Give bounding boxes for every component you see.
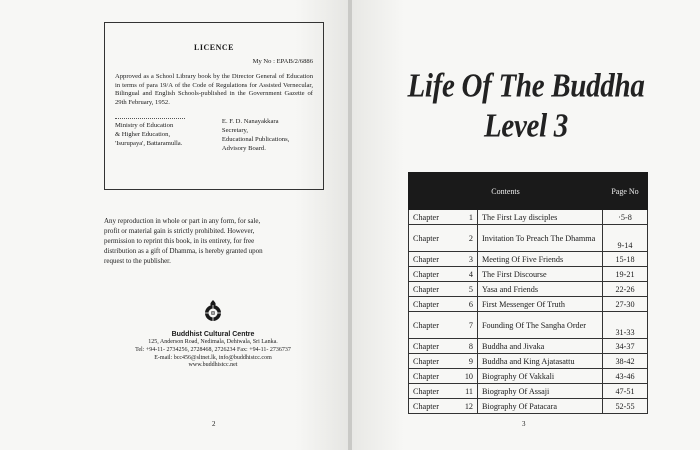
- chapter-pages: 47-51: [603, 384, 648, 399]
- chapter-title: Invitation To Preach The Dhamma: [478, 225, 603, 252]
- chapter-title: Buddha and King Ajatasattu: [478, 354, 603, 369]
- chapter-number: 1: [455, 210, 478, 225]
- publisher-phone: Tel: +94-11- 2734256, 2728468, 2726234 Fax: +94-11- 2736737: [135, 346, 291, 353]
- chapter-pages: 52-55: [603, 399, 648, 414]
- secretary-line: E. F. D. Nanayakkara: [221, 118, 279, 126]
- page-number-left: 2: [212, 420, 216, 428]
- secretary-line: Educational Publications,: [221, 136, 290, 144]
- ministry-line: 'Isurupaya', Battaramulla.: [115, 140, 183, 148]
- licence-number: My No : EPAB/2/6886: [252, 57, 313, 65]
- chapter-title: Meeting Of Five Friends: [478, 252, 603, 267]
- ministry-signature: [115, 118, 206, 154]
- chapter-pages: 22-26: [603, 282, 648, 297]
- signature-row: [115, 118, 313, 154]
- table-row: [409, 399, 648, 414]
- chapter-label: Chapter: [409, 339, 456, 354]
- chapter-label: Chapter: [409, 210, 456, 225]
- chapter-title: Biography Of Patacara: [478, 399, 603, 414]
- chapter-pages: 15-18: [603, 252, 648, 267]
- secretary-signature: [222, 118, 313, 154]
- chapter-number: 5: [455, 282, 478, 297]
- chapter-label: Chapter: [409, 354, 456, 369]
- ministry-line: Ministry of Education: [115, 122, 174, 130]
- chapter-label: Chapter: [409, 297, 456, 312]
- chapter-number: 8: [455, 339, 478, 354]
- book-title-line2: Level 3: [483, 107, 569, 145]
- chapter-label: Chapter: [409, 312, 456, 339]
- reproduction-notice: Any reproduction in whole or part in any form, for sale, profit or material gain is strictly prohibited. However, permission to reprint this book, in its entirety, for free distribution as a gift of Dhamma, is hereby granted upon request to the publisher.: [104, 217, 263, 265]
- chapter-number: 7: [455, 312, 478, 339]
- secretary-line: Secretary,: [221, 127, 249, 135]
- contents-header-row: [409, 173, 648, 210]
- table-row: [409, 282, 648, 297]
- chapter-pages: ·5-8: [603, 210, 648, 225]
- publisher-email: E-mail: bcc456@sltnet.lk, info@buddhistcc.com: [154, 354, 272, 361]
- licence-text: Approved as a School Library book by the Director General of Education in terms of para 19/A of the Code of Regulations for Assisted Vernecular, Bilingual and English Schools-published in the Government Gazette of 29th February, 1952.: [115, 72, 313, 107]
- licence-title: LICENCE: [194, 43, 234, 52]
- table-row: [409, 210, 648, 225]
- publisher-name: Buddhist Cultural Centre: [171, 331, 255, 338]
- chapter-number: 11: [455, 384, 478, 399]
- table-row: [409, 384, 648, 399]
- chapter-number: 12: [455, 399, 478, 414]
- chapter-number: 3: [455, 252, 478, 267]
- right-page: [352, 0, 700, 450]
- chapter-label: Chapter: [409, 369, 456, 384]
- table-row: [409, 297, 648, 312]
- publisher-info: [108, 330, 318, 370]
- left-page: [0, 0, 348, 450]
- chapter-label: Chapter: [409, 267, 456, 282]
- book-title-line1: Life Of The Buddha: [407, 67, 645, 105]
- chapter-title: Founding Of The Sangha Order: [478, 312, 603, 339]
- secretary-line: Advisory Board.: [221, 144, 266, 152]
- chapter-label: Chapter: [409, 399, 456, 414]
- publisher-address: 125, Anderson Road, Nedimala, Dehiwala, Sri Lanka.: [148, 339, 278, 346]
- ministry-line: & Higher Education,: [115, 131, 171, 139]
- chapter-pages: 31-33: [603, 312, 648, 339]
- table-row: [409, 354, 648, 369]
- page-number-right: 3: [522, 420, 526, 428]
- chapter-title: Buddha and Jivaka: [478, 339, 603, 354]
- chapter-number: 9: [455, 354, 478, 369]
- chapter-number: 2: [455, 225, 478, 252]
- licence-box: [104, 22, 324, 190]
- chapter-title: The First Discourse: [478, 267, 603, 282]
- table-row: [409, 369, 648, 384]
- contents-header: Contents: [409, 173, 603, 210]
- chapter-title: Biography Of Vakkali: [478, 369, 603, 384]
- chapter-pages: 38-42: [603, 354, 648, 369]
- contents-table: [408, 172, 648, 414]
- chapter-number: 6: [455, 297, 478, 312]
- chapter-pages: 27-30: [603, 297, 648, 312]
- chapter-pages: 19-21: [603, 267, 648, 282]
- chapter-label: Chapter: [409, 252, 456, 267]
- chapter-label: Chapter: [409, 384, 456, 399]
- table-row: [409, 339, 648, 354]
- publisher-website: www.buddhistcc.net: [188, 362, 238, 369]
- chapter-label: Chapter: [409, 282, 456, 297]
- table-row: [409, 267, 648, 282]
- chapter-title: Yasa and Friends: [478, 282, 603, 297]
- signature-dotted-line: [115, 118, 185, 119]
- chapter-label: Chapter: [409, 225, 456, 252]
- table-row: [409, 225, 648, 252]
- chapter-pages: 43-46: [603, 369, 648, 384]
- chapter-title: First Messenger Of Truth: [478, 297, 603, 312]
- dharma-wheel-logo-icon: [200, 298, 226, 324]
- chapter-pages: 9-14: [603, 225, 648, 252]
- chapter-title: The First Lay disciples: [478, 210, 603, 225]
- chapter-number: 10: [455, 369, 478, 384]
- table-row: [409, 252, 648, 267]
- chapter-pages: 34-37: [603, 339, 648, 354]
- chapter-number: 4: [455, 267, 478, 282]
- page-no-header: Page No: [603, 173, 648, 210]
- table-row: [409, 312, 648, 339]
- chapter-title: Biography Of Assaji: [478, 384, 603, 399]
